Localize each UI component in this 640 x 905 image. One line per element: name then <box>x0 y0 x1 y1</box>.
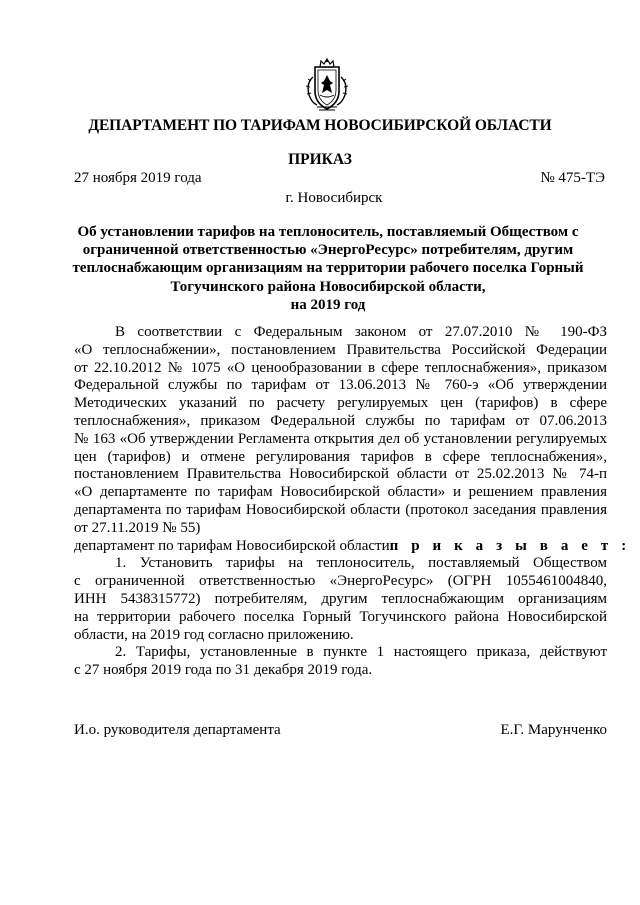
coat-of-arms-icon <box>303 57 351 113</box>
subject-line: ограниченной ответственностью «ЭнергоРесурс» потребителям, другим <box>82 242 574 259</box>
preamble-line: теплоснабжения», приказом Федеральной службы по тарифам от 07.06.2013 <box>74 412 607 429</box>
order-title: ПРИКАЗ <box>288 151 352 168</box>
preamble-line: № 163 «Об утверждении Регламента открытия дел об установлении регулируемых <box>74 430 607 447</box>
subject-line: Об установлении тарифов на теплоноситель, поставляемый Обществом с <box>77 224 579 240</box>
order-date: 27 ноября 2019 года <box>74 170 202 186</box>
subject-line: Тогучинского района Новосибирской области, <box>170 278 486 295</box>
item1-line: области, на 2019 год согласно приложению. <box>74 626 354 643</box>
item1-line: ИНН 5438315772) потребителям, другим теплоснабжающим организациям <box>74 590 607 607</box>
signatory-name: Е.Г. Марунченко <box>500 722 607 738</box>
item2-line: 2. Тарифы, установленные в пункте 1 настоящего приказа, действуют <box>115 644 607 661</box>
item1-line: с ограниченной ответственностью «ЭнергоРесурс» (ОГРН 1055461004840, <box>74 573 607 590</box>
subject-line: теплоснабжающим организациям на территории рабочего поселка Горный <box>72 260 584 277</box>
preamble-line: Федеральной службы по тарифам от 13.06.2013 № 760-э «Об утверждении <box>74 377 607 394</box>
order-city: г. Новосибирск <box>285 190 383 206</box>
signature-block <box>74 722 607 739</box>
subject-line: на 2019 год <box>290 296 366 313</box>
signatory-position: И.о. руководителя департамента <box>74 722 281 738</box>
preamble-line: от 27.11.2019 № 55) <box>74 519 201 536</box>
department-title: ДЕПАРТАМЕНТ ПО ТАРИФАМ НОВОСИБИРСКОЙ ОБЛАСТИ <box>88 117 552 134</box>
order-body <box>74 324 631 680</box>
preamble-line: В соответствии с Федеральным законом от 27.07.2010 № 190-ФЗ <box>115 324 607 340</box>
order-number: № 475-ТЭ <box>540 170 605 186</box>
order-intro-text: департамент по тарифам Новосибирской области <box>74 537 390 554</box>
item2-line: с 27 ноября 2019 года по 31 декабря 2019 года. <box>74 662 373 679</box>
preamble-line: от 22.10.2012 № 1075 «О ценообразовании в сфере теплоснабжения», приказом <box>74 359 607 376</box>
preamble-line: «О департаменте по тарифам Новосибирской области» и решением правления <box>74 484 607 501</box>
preamble-line: Методических указаний по расчету регулируемых цен (тарифов) в сфере <box>74 395 607 412</box>
order-intro-verb: п р и к а з ы в а е т : <box>389 537 631 554</box>
preamble-line: департамента по тарифам Новосибирской области (протокол заседания правления <box>74 501 607 518</box>
preamble-line: «О теплоснабжении», постановлением Правительства Российской Федерации <box>74 341 607 358</box>
preamble-line: постановлением Правительства Новосибирской области от 25.02.2013 № 74-п <box>74 466 607 483</box>
order-subject <box>70 223 586 314</box>
item1-line: 1. Установить тарифы на теплоноситель, поставляемый Обществом <box>115 555 607 572</box>
order-intro <box>74 537 631 556</box>
item1-line: на территории рабочего поселка Горный Тогучинского района Новосибирской <box>74 608 607 625</box>
preamble-line: цен (тарифов) и отмене регулирования тарифов в сфере теплоснабжения», <box>74 448 607 465</box>
